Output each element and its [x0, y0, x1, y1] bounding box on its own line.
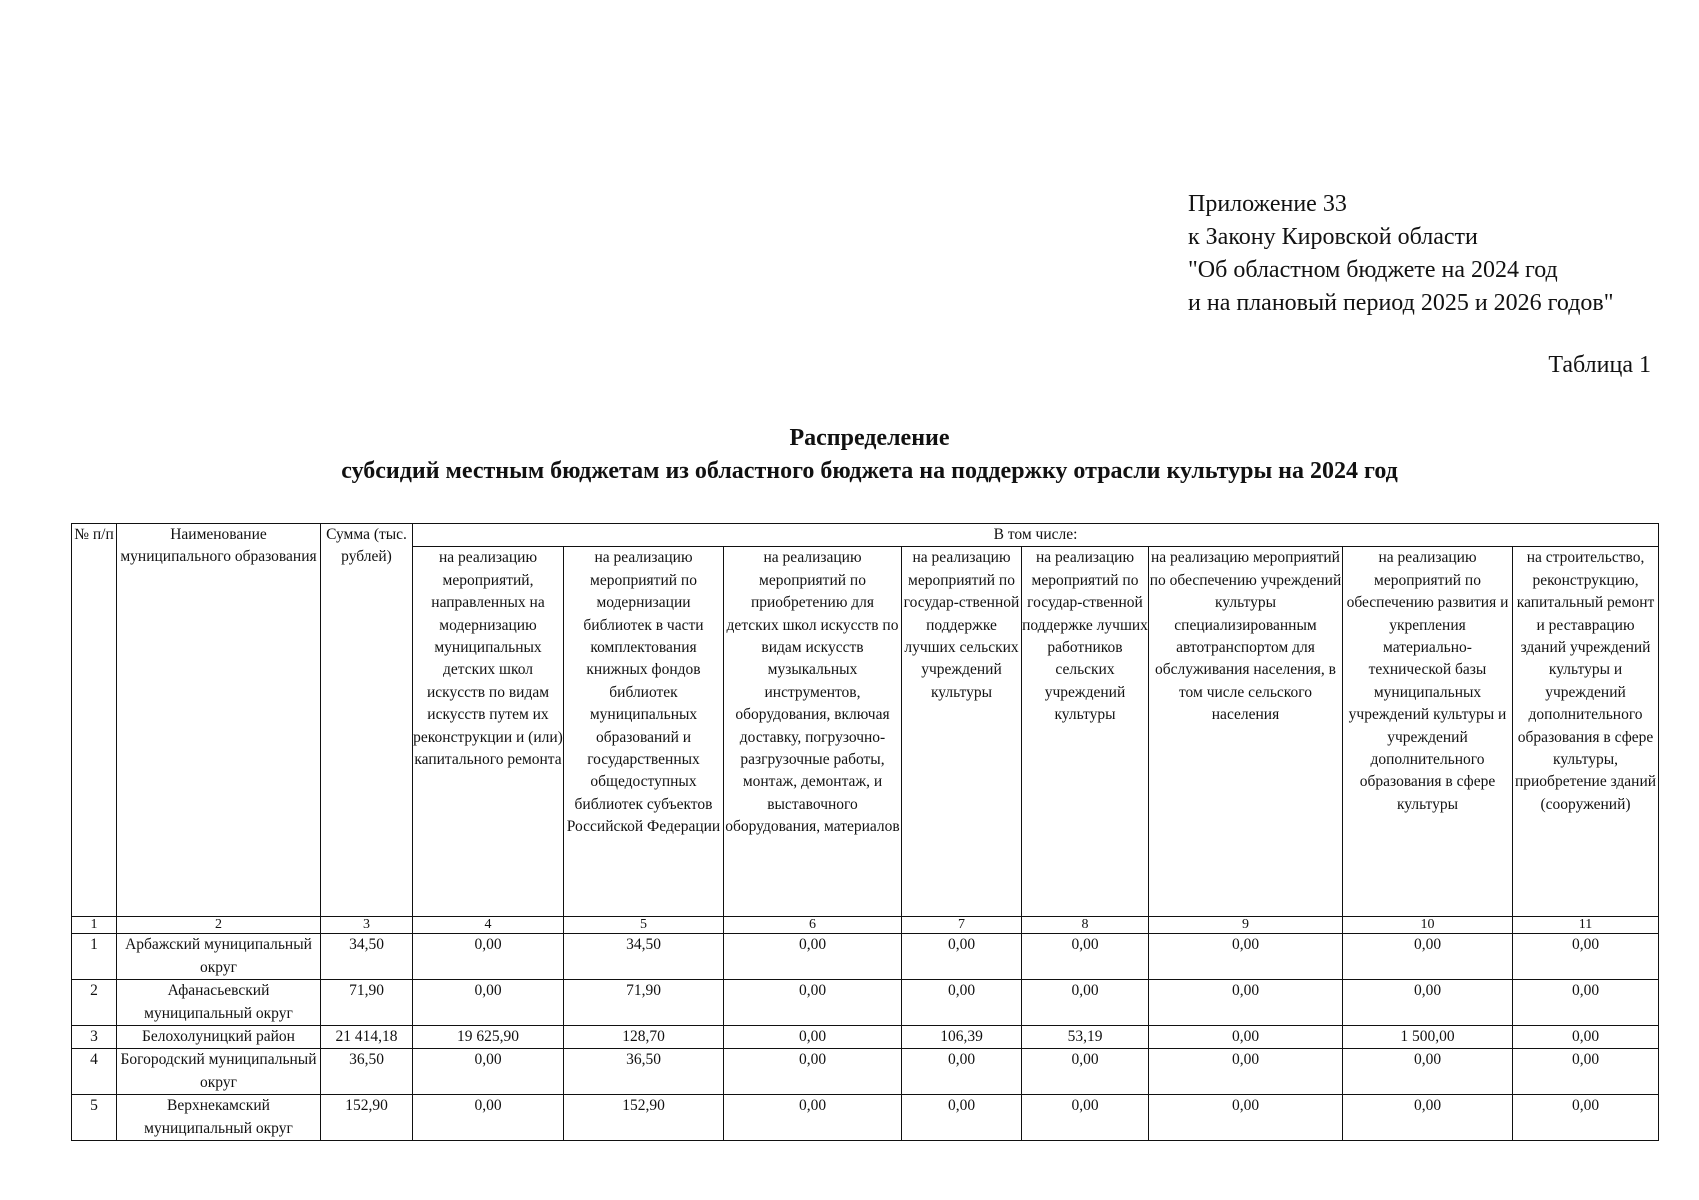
cell-col-9: 0,00 [1149, 1026, 1343, 1049]
cell-col-6: 0,00 [724, 934, 902, 980]
table-row [72, 1026, 1659, 1049]
municipality-name: Афанасьевский муниципальный округ [117, 980, 321, 1026]
cell-col-11: 0,00 [1513, 980, 1659, 1026]
column-number: 7 [902, 917, 1022, 934]
cell-sum: 71,90 [321, 980, 413, 1026]
municipality-name: Белохолуницкий район [117, 1026, 321, 1049]
row-number: 5 [72, 1095, 117, 1141]
cell-sum: 36,50 [321, 1049, 413, 1095]
cell-col-10: 0,00 [1343, 1095, 1513, 1141]
cell-col-5: 34,50 [564, 934, 724, 980]
cell-col-7: 0,00 [902, 1049, 1022, 1095]
cell-col-11: 0,00 [1513, 934, 1659, 980]
cell-col-4: 19 625,90 [413, 1026, 564, 1049]
cell-col-7: 106,39 [902, 1026, 1022, 1049]
cell-col-7: 0,00 [902, 980, 1022, 1026]
municipality-name: Арбажский муниципальный округ [117, 934, 321, 980]
cell-col-6: 0,00 [724, 1026, 902, 1049]
cell-col-7: 0,00 [902, 1095, 1022, 1141]
cell-col-9: 0,00 [1149, 1049, 1343, 1095]
table-number: Таблица 1 [1548, 352, 1651, 378]
cell-col-9: 0,00 [1149, 1095, 1343, 1141]
column-number: 1 [72, 917, 117, 934]
cell-col-8: 53,19 [1022, 1026, 1149, 1049]
row-number: 2 [72, 980, 117, 1026]
cell-col-6: 0,00 [724, 1095, 902, 1141]
header-col-6: на реализацию мероприятий по приобретению для детских школ искусств по видам искусств музыкальных инструментов, оборудования, включая доставку, погрузочно-разгрузочные работы, монтаж, демонтаж, и выставочного оборудования, материалов [724, 547, 902, 917]
column-numbers-row [72, 917, 1659, 934]
table-row [72, 1095, 1659, 1141]
cell-col-8: 0,00 [1022, 934, 1149, 980]
header-including: В том числе: [413, 524, 1659, 547]
annex-line-4: и на плановый период 2025 и 2026 годов" [1188, 290, 1614, 316]
cell-col-4: 0,00 [413, 1049, 564, 1095]
header-sum: Сумма (тыс. рублей) [321, 524, 413, 917]
table-row [72, 980, 1659, 1026]
cell-col-7: 0,00 [902, 934, 1022, 980]
municipality-name: Верхнекамский муниципальный округ [117, 1095, 321, 1141]
header-col-4: на реализацию мероприятий, направленных на модернизацию муниципальных детских школ искусств по видам искусств путем их реконструкции и (или) капитального ремонта [413, 547, 564, 917]
cell-col-5: 36,50 [564, 1049, 724, 1095]
cell-col-10: 0,00 [1343, 934, 1513, 980]
column-number: 8 [1022, 917, 1149, 934]
header-col-10: на реализацию мероприятий по обеспечению развития и укрепления материально-технической базы муниципальных учреждений культуры и учреждений дополнительного образования в сфере культуры [1343, 547, 1513, 917]
cell-col-4: 0,00 [413, 934, 564, 980]
annex-line-3: "Об областном бюджете на 2024 год [1188, 257, 1558, 283]
cell-col-5: 128,70 [564, 1026, 724, 1049]
header-col-11: на строительство, реконструкцию, капитальный ремонт и реставрацию зданий учреждений культуры и учреждений дополнительного образования в сфере культуры, приобретение зданий (сооружений) [1513, 547, 1659, 917]
header-num: № п/п [72, 524, 117, 917]
cell-col-11: 0,00 [1513, 1026, 1659, 1049]
cell-col-8: 0,00 [1022, 1049, 1149, 1095]
cell-col-9: 0,00 [1149, 980, 1343, 1026]
annex-line-2: к Закону Кировской области [1188, 224, 1478, 250]
row-number: 3 [72, 1026, 117, 1049]
cell-col-6: 0,00 [724, 1049, 902, 1095]
row-number: 4 [72, 1049, 117, 1095]
cell-sum: 21 414,18 [321, 1026, 413, 1049]
cell-col-9: 0,00 [1149, 934, 1343, 980]
cell-col-11: 0,00 [1513, 1095, 1659, 1141]
column-number: 6 [724, 917, 902, 934]
subsidy-table [71, 523, 1659, 1141]
cell-col-6: 0,00 [724, 980, 902, 1026]
header-col-7: на реализацию мероприятий по государ-ственной поддержке лучших сельских учреждений культуры [902, 547, 1022, 917]
column-number: 10 [1343, 917, 1513, 934]
column-number: 3 [321, 917, 413, 934]
column-number: 9 [1149, 917, 1343, 934]
cell-col-5: 152,90 [564, 1095, 724, 1141]
column-number: 5 [564, 917, 724, 934]
cell-col-8: 0,00 [1022, 1095, 1149, 1141]
cell-col-8: 0,00 [1022, 980, 1149, 1026]
cell-col-5: 71,90 [564, 980, 724, 1026]
title-line-1: Распределение [789, 425, 950, 451]
header-col-9: на реализацию мероприятий по обеспечению учреждений культуры специализированным автотранспортом для обслуживания населения, в том числе сельского населения [1149, 547, 1343, 917]
header-row-1 [72, 524, 1659, 547]
cell-col-4: 0,00 [413, 980, 564, 1026]
column-number: 4 [413, 917, 564, 934]
title-line-2: субсидий местным бюджетам из областного бюджета на поддержку отрасли культуры на 2024 год [341, 458, 1398, 484]
municipality-name: Богородский муниципальный округ [117, 1049, 321, 1095]
cell-sum: 152,90 [321, 1095, 413, 1141]
header-col-8: на реализацию мероприятий по государ-ственной поддержке лучших работников сельских учреждений культуры [1022, 547, 1149, 917]
table-row [72, 934, 1659, 980]
header-col-5: на реализацию мероприятий по модернизации библиотек в части комплектования книжных фондов библиотек муниципальных образований и государственных общедоступных библиотек субъектов Российской Федерации [564, 547, 724, 917]
column-number: 2 [117, 917, 321, 934]
cell-col-10: 0,00 [1343, 1049, 1513, 1095]
annex-block [1188, 188, 1614, 320]
document-title [0, 422, 1699, 488]
cell-col-10: 0,00 [1343, 980, 1513, 1026]
cell-sum: 34,50 [321, 934, 413, 980]
column-number: 11 [1513, 917, 1659, 934]
annex-line-1: Приложение 33 [1188, 191, 1347, 217]
header-name: Наименование муниципального образования [117, 524, 321, 917]
row-number: 1 [72, 934, 117, 980]
cell-col-11: 0,00 [1513, 1049, 1659, 1095]
cell-col-4: 0,00 [413, 1095, 564, 1141]
cell-col-10: 1 500,00 [1343, 1026, 1513, 1049]
table-row [72, 1049, 1659, 1095]
